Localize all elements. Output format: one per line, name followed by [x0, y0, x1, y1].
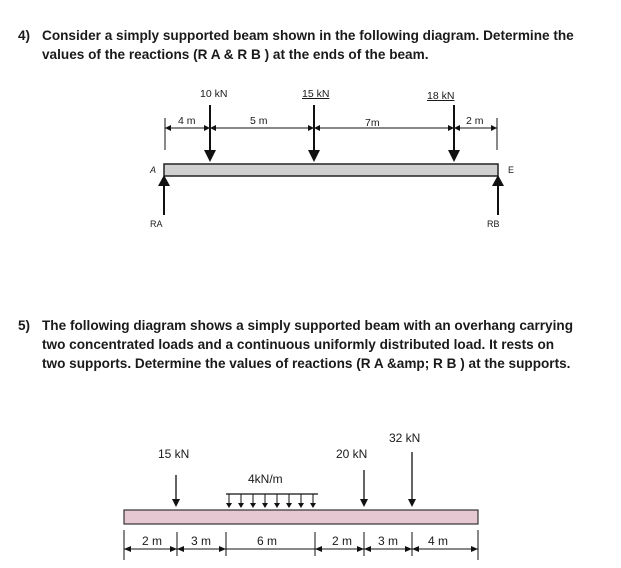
- udl-arrows: [226, 494, 318, 508]
- span-label-4m: 4 m: [428, 534, 449, 548]
- load-arrow-15kn-b: [172, 475, 180, 507]
- question-5-line-1: The following diagram shows a simply supported beam with an overhang carrying: [42, 318, 574, 333]
- load-label-15kn: 15 kN: [302, 88, 330, 100]
- span-label-3m-b: 3 m: [378, 534, 399, 548]
- span-label-7m: 7m: [365, 117, 380, 129]
- beam-4: [164, 164, 498, 176]
- question-4-line-1: Consider a simply supported beam shown in the following diagram. Determine the: [42, 28, 574, 43]
- load-arrow-10kn: [204, 105, 216, 162]
- span-label-4m: 4 m: [178, 115, 196, 127]
- load-label-15kn-b: 15 kN: [158, 447, 190, 461]
- question-5-number: 5): [18, 318, 31, 333]
- span-label-5m: 5 m: [250, 115, 268, 127]
- load-label-20kn: 20 kN: [336, 447, 368, 461]
- load-label-32kn: 32 kN: [389, 431, 421, 445]
- reaction-label-ra: RA: [150, 219, 163, 229]
- end-label-a: A: [150, 165, 157, 175]
- reaction-arrow-right: [492, 175, 504, 215]
- reaction-arrow-left: [158, 175, 170, 215]
- load-label-18kn: 18 kN: [427, 90, 455, 102]
- reaction-label-rb: RB: [487, 219, 500, 229]
- load-label-10kn: 10 kN: [200, 88, 228, 100]
- question-4-number: 4): [18, 28, 31, 43]
- load-arrow-32kn: [408, 452, 416, 507]
- span-label-2m-b: 2 m: [332, 534, 353, 548]
- diagram-4: [158, 105, 504, 215]
- question-5-line-3: two supports. Determine the values of reactions (R A &amp; R B ) at the supports.: [42, 356, 571, 371]
- question-5-line-2: two concentrated loads and a continuous uniformly distributed load. It rests on: [42, 337, 555, 352]
- udl-label: 4kN/m: [248, 472, 283, 486]
- span-label-6m: 6 m: [257, 534, 278, 548]
- load-arrow-18kn: [448, 105, 460, 162]
- load-arrow-20kn: [360, 470, 368, 507]
- end-label-e: E: [508, 165, 515, 175]
- beam-5: [124, 510, 478, 524]
- diagram-5: [124, 452, 478, 560]
- span-label-2m: 2 m: [466, 115, 484, 127]
- span-label-3m-a: 3 m: [191, 534, 212, 548]
- load-arrow-15kn: [308, 105, 320, 162]
- question-4-line-2: values of the reactions (R A & R B ) at the ends of the beam.: [42, 47, 429, 62]
- span-label-2m-a: 2 m: [142, 534, 163, 548]
